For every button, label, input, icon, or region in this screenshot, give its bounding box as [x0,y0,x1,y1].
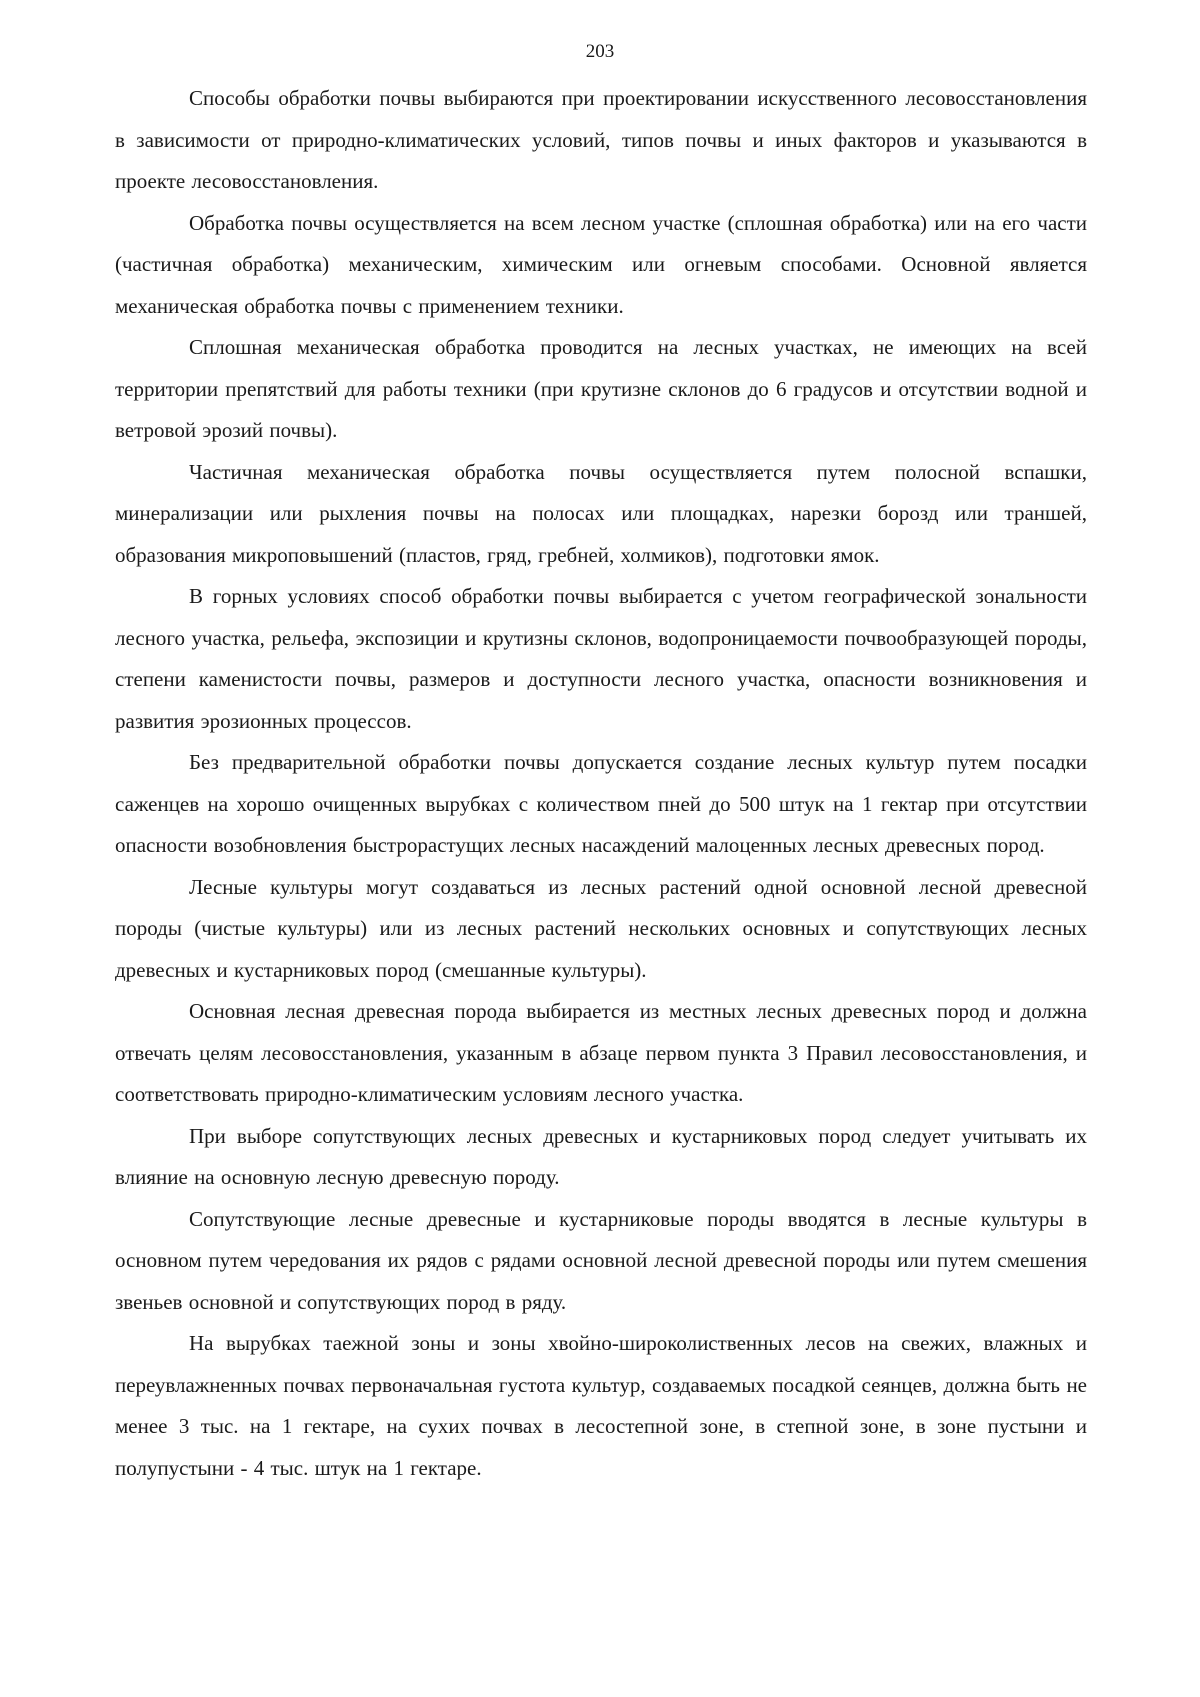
paragraph: Сплошная механическая обработка проводится на лесных участках, не имеющих на всей территории препятствий для работы техники (при крутизне склонов до 6 градусов и отсутствии водной и ветровой эрозий почвы). [115,335,1087,442]
paragraph: Частичная механическая обработка почвы осуществляется путем полосной вспашки, минерализации или рыхления почвы на полосах или площадках, нарезки борозд или траншей, образования микроповышений (пластов, гряд, гребней, холмиков), подготовки ямок. [115,459,1087,567]
paragraph: Лесные культуры могут создаваться из лесных растений одной основной лесной древесной породы (чистые культуры) или из лесных растений нескольких основных и сопутствующих лесных древесных и кустарниковых пород (смешанные культуры). [115,874,1087,982]
paragraph: Сопутствующие лесные древесные и кустарниковые породы вводятся в лесные культуры в основном путем чередования их рядов с рядами основной лесной древесной породы или путем смешения звеньев основной и сопутствующих пород в ряду. [115,1206,1087,1314]
page-number: 203 [585,41,615,62]
paragraph: На вырубках таежной зоны и зоны хвойно-широколиственных лесов на свежих, влажных и переувлажненных почвах первоначальная густота культур, создаваемых посадкой сеянцев, должна быть не менее 3 тыс. на 1 гектаре, на сухих почвах в лесостепной зоне, в степной зоне, в зоне пустыни и полупустыни - 4 тыс. штук на 1 гектаре. [115,1331,1087,1480]
paragraph: При выборе сопутствующих лесных древесных и кустарниковых пород следует учитывать их влияние на основную лесную древесную породу. [115,1123,1087,1189]
paragraph: Основная лесная древесная порода выбирается из местных лесных древесных пород и должна отвечать целям лесовосстановления, указанным в абзаце первом пункта 3 Правил лесовосстановления, и соответствовать природно-климатическим условиям лесного участка. [115,999,1087,1106]
paragraph: В горных условиях способ обработки почвы выбирается с учетом географической зональности лесного участка, рельефа, экспозиции и крутизны склонов, водопроницаемости почвообразующей породы, степени каменистости почвы, размеров и доступности лесного участка, опасности возникновения и развития эрозионных процессов. [115,584,1087,733]
paragraph: Способы обработки почвы выбираются при проектировании искусственного лесовосстановления в зависимости от природно-климатических условий, типов почвы и иных факторов и указываются в проекте лесовосстановления. [115,86,1087,193]
document-body [115,78,1087,1489]
paragraph: Без предварительной обработки почвы допускается создание лесных культур путем посадки саженцев на хорошо очищенных вырубках с количеством пней до 500 штук на 1 гектар при отсутствии опасности возобновления быстрорастущих лесных насаждений малоценных лесных древесных пород. [115,750,1087,857]
paragraph: Обработка почвы осуществляется на всем лесном участке (сплошная обработка) или на его части (частичная обработка) механическим, химическим или огневым способами. Основной является механическая обработка почвы с применением техники. [115,210,1087,318]
